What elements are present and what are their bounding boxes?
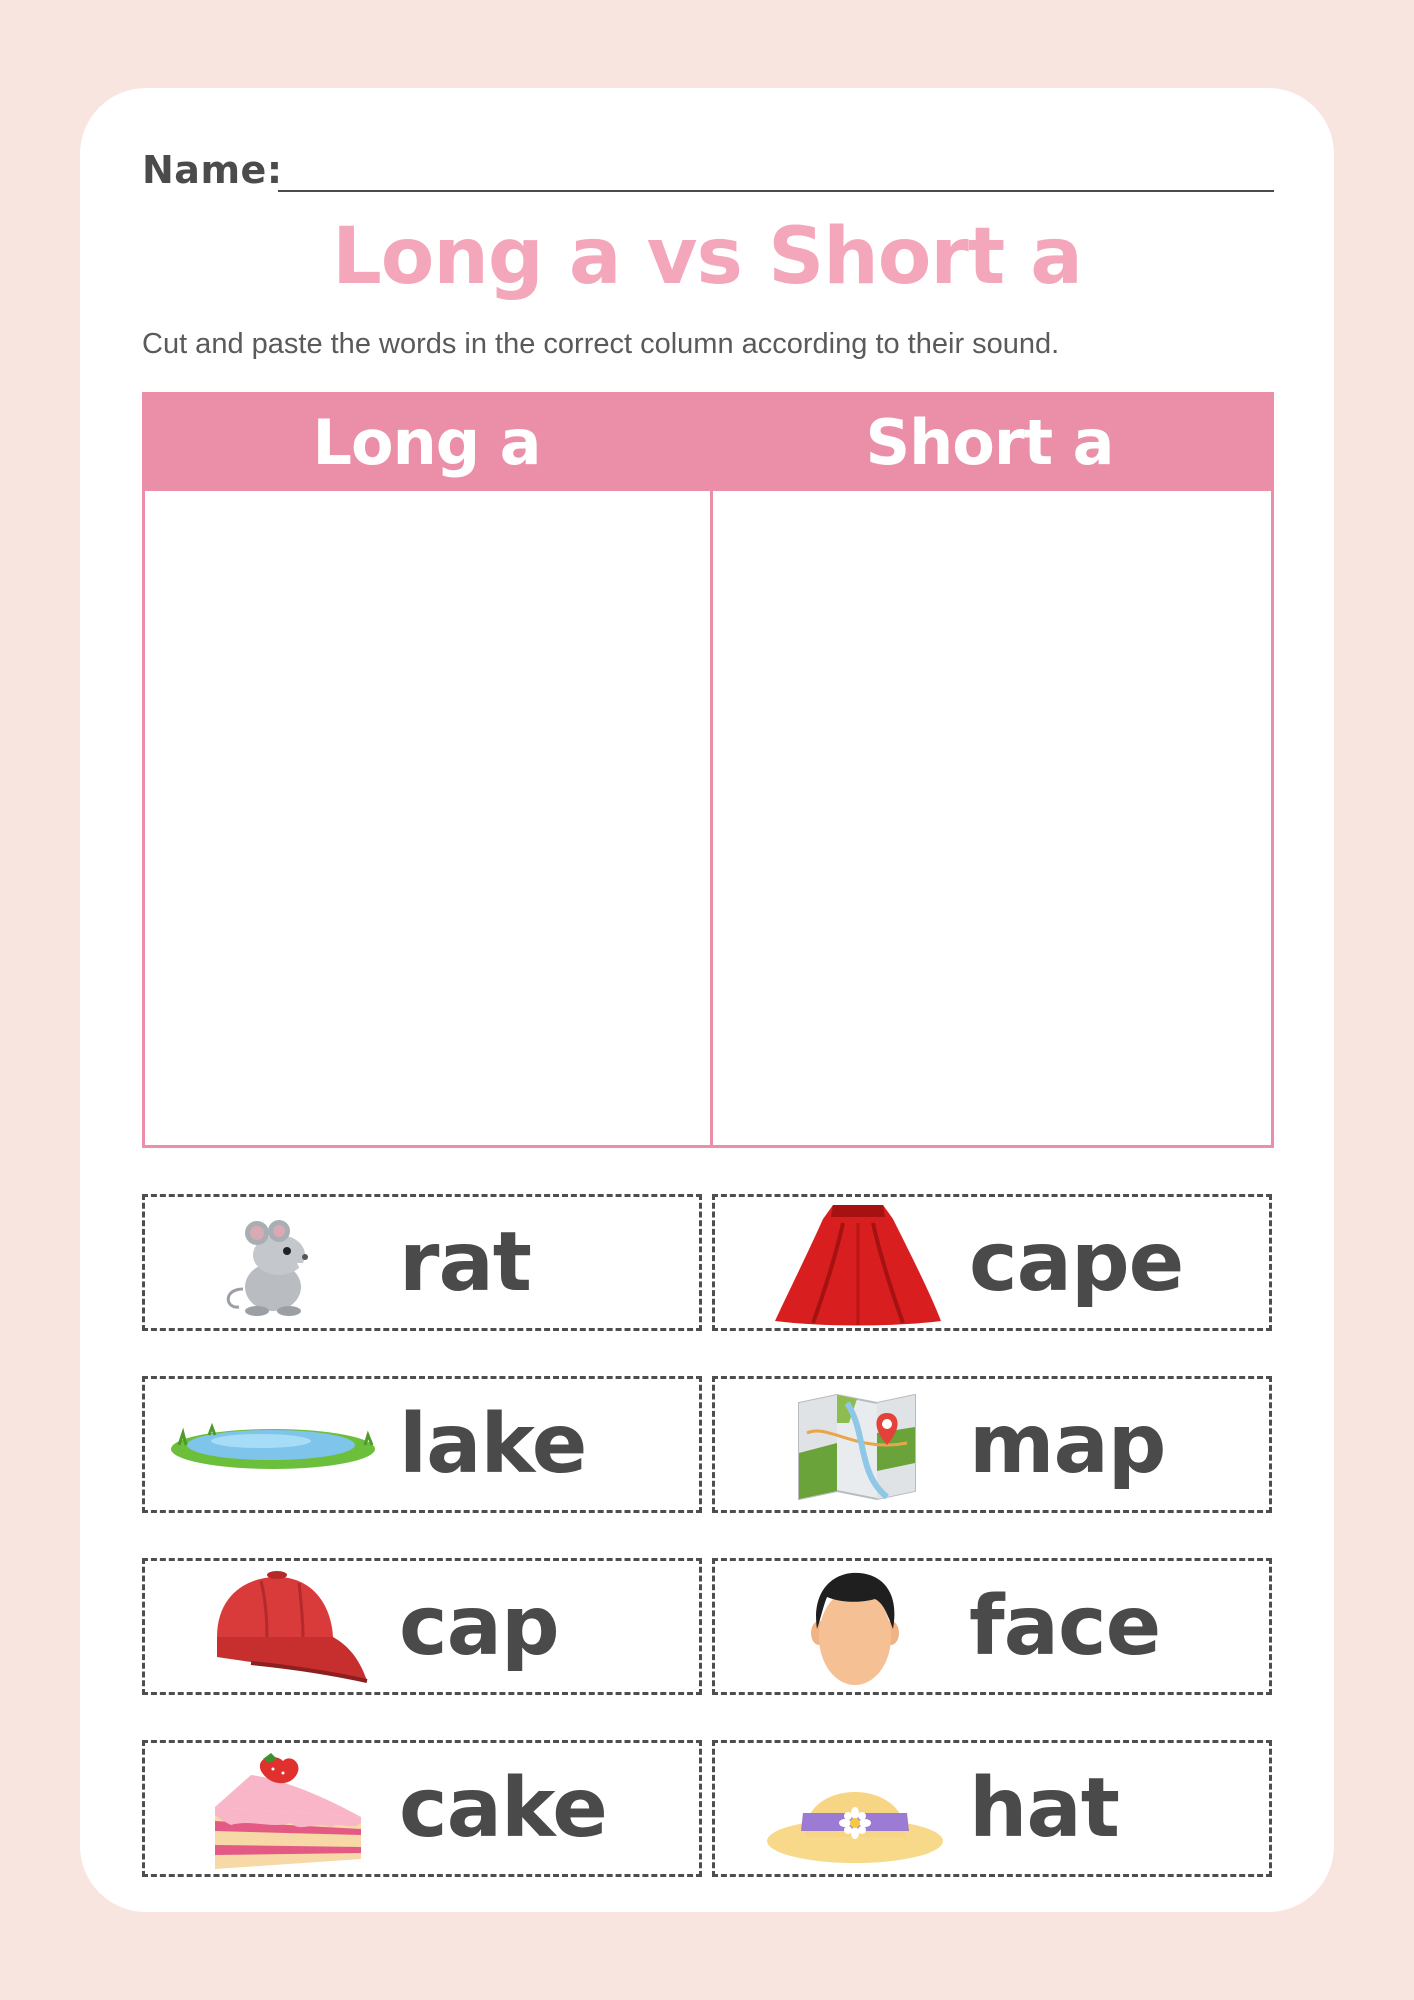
card-word: hat	[969, 1761, 1119, 1856]
hat-icon	[765, 1757, 945, 1867]
cap-icon	[211, 1567, 369, 1691]
cape-icon	[773, 1199, 943, 1327]
card-word: cape	[969, 1215, 1184, 1310]
cake-icon	[211, 1751, 367, 1873]
word-card-cake[interactable]	[142, 1740, 702, 1877]
word-card-rat[interactable]	[142, 1194, 702, 1331]
face-icon	[805, 1569, 905, 1691]
word-card-map[interactable]	[712, 1376, 1272, 1513]
instructions-text: Cut and paste the words in the correct column according to their sound.	[142, 328, 1060, 360]
card-word: face	[969, 1579, 1161, 1674]
worksheet-page	[80, 88, 1334, 1912]
card-word: rat	[399, 1215, 531, 1310]
card-word: map	[969, 1397, 1166, 1492]
word-card-face[interactable]	[712, 1558, 1272, 1695]
card-word: cake	[399, 1761, 607, 1856]
sorting-table	[142, 392, 1274, 1148]
card-word: lake	[399, 1397, 587, 1492]
sorting-table-header	[145, 395, 1271, 491]
word-card-cape[interactable]	[712, 1194, 1272, 1331]
map-icon	[797, 1393, 917, 1501]
word-card-hat[interactable]	[712, 1740, 1272, 1877]
column-divider	[710, 491, 713, 1145]
column-header-short-a: Short a	[865, 406, 1114, 479]
column-header-long-a: Long a	[312, 406, 541, 479]
word-card-lake[interactable]	[142, 1376, 702, 1513]
card-word: cap	[399, 1579, 559, 1674]
page-title: Long a vs Short a	[332, 212, 1082, 302]
name-row	[142, 144, 1274, 204]
name-write-line[interactable]	[278, 190, 1274, 192]
mouse-icon	[221, 1211, 333, 1323]
word-card-cap[interactable]	[142, 1558, 702, 1695]
name-label: Name:	[142, 148, 283, 192]
lake-icon	[169, 1415, 379, 1475]
